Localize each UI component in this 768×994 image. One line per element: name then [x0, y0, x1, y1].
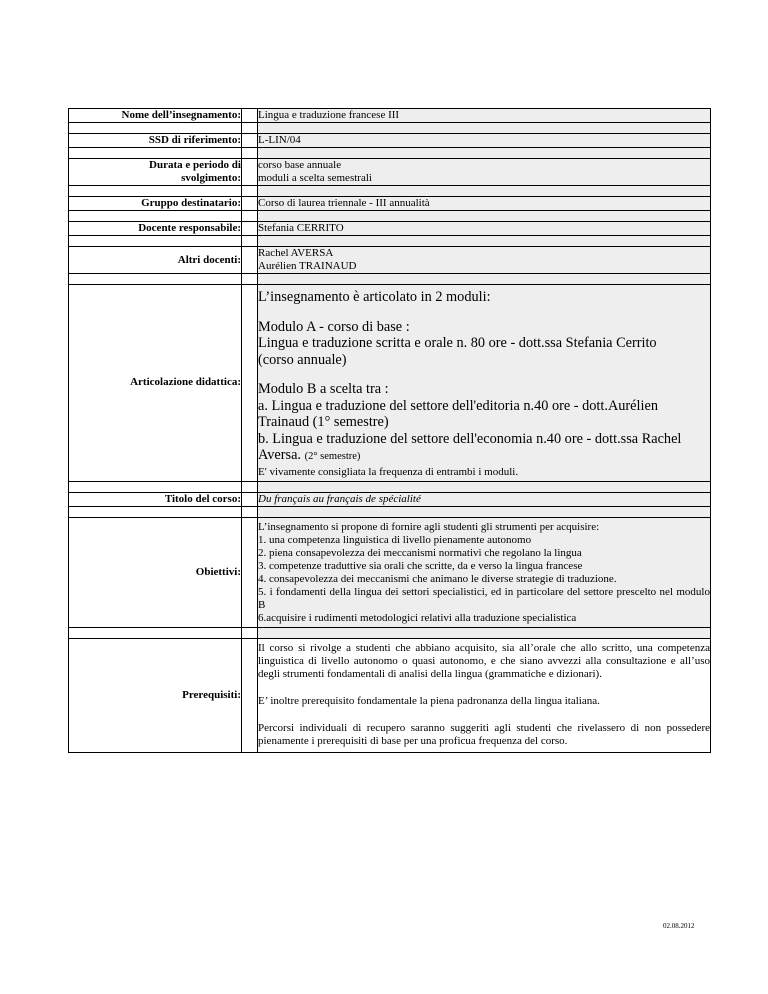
row-obiettivi	[69, 517, 711, 627]
label-prerequisiti: Prerequisiti:	[69, 638, 242, 752]
row-titolo	[69, 492, 711, 506]
value-ssd: L-LIN/04	[258, 134, 711, 148]
label-obiettivi: Obiettivi:	[69, 517, 242, 627]
value-durata: corso base annuale moduli a scelta semestrali	[258, 159, 711, 186]
value-prerequisiti: Il corso si rivolge a studenti che abbiano acquisito, sia all’orale che allo scritto, una competenza linguistica di livello autonomo o quasi autonomo, e che siano avvezzi alla consultazione e all’uso degli strumenti fondamentali di analisi della lingua (grammatiche e dizionari). E’ inoltre prerequisito fondamentale la piena padronanza della lingua italiana. Percorsi individuali di recupero saranno suggeriti agli studenti che rivelassero di non possedere pienamente i prerequisiti di base per una proficua frequenza del corso.	[258, 638, 711, 752]
label-titolo: Titolo del corso:	[69, 492, 242, 506]
value-altri: Rachel AVERSA Aurélien TRAINAUD	[258, 247, 711, 274]
row-durata	[69, 159, 711, 186]
course-info-table	[68, 108, 711, 753]
row-altri	[69, 247, 711, 274]
value-nome: Lingua e traduzione francese III	[258, 109, 711, 123]
label-gruppo: Gruppo destinatario:	[69, 197, 242, 211]
label-altri: Altri docenti:	[69, 247, 242, 274]
row-prerequisiti	[69, 638, 711, 752]
row-articolazione	[69, 285, 711, 482]
value-obiettivi: L’insegnamento si propone di fornire agli studenti gli strumenti per acquisire: 1. una competenza linguistica di livello pienamente autonomo 2. piena consapevolezza dei meccanismi normativi che regolano la lingua 3. competenze traduttive sia orali che scritte, da e verso la lingua francese 4. consapevolezza dei meccanismi che animano le diverse strategie di traduzione. 5. i fondamenti della lingua dei settori specialistici, ed in particolare del settore prescelto nel modulo B 6.acquisire i rudimenti metodologici relativi alla traduzione specialistica	[258, 517, 711, 627]
row-ssd	[69, 134, 711, 148]
row-nome	[69, 109, 711, 123]
label-durata: Durata e periodo di svolgimento:	[69, 159, 242, 186]
value-titolo: Du français au français de spécialité	[258, 492, 711, 506]
row-docente	[69, 222, 711, 236]
label-ssd: SSD di riferimento:	[69, 134, 242, 148]
value-articolazione: L’insegnamento è articolato in 2 moduli: Modulo A - corso di base : Lingua e traduzione scritta e orale n. 80 ore - dott.ssa Stefania Cerrito (corso annuale) Modulo B a scelta tra : a. Lingua e traduzione del settore dell'editoria n.40 ore - dott.Aurélien Trainaud (1° semestre) b. Lingua e traduzione del settore dell'economia n.40 ore - dott.ssa Rachel Aversa. (2° semestre) E' vivamente consigliata la frequenza di entrambi i moduli.	[258, 285, 711, 482]
row-gruppo	[69, 197, 711, 211]
label-nome: Nome dell’insegnamento:	[69, 109, 242, 123]
footer-date: 02.08.2012	[663, 922, 695, 930]
label-docente: Docente responsabile:	[69, 222, 242, 236]
label-articolazione: Articolazione didattica:	[69, 285, 242, 482]
value-gruppo: Corso di laurea triennale - III annualità	[258, 197, 711, 211]
value-docente: Stefania CERRITO	[258, 222, 711, 236]
